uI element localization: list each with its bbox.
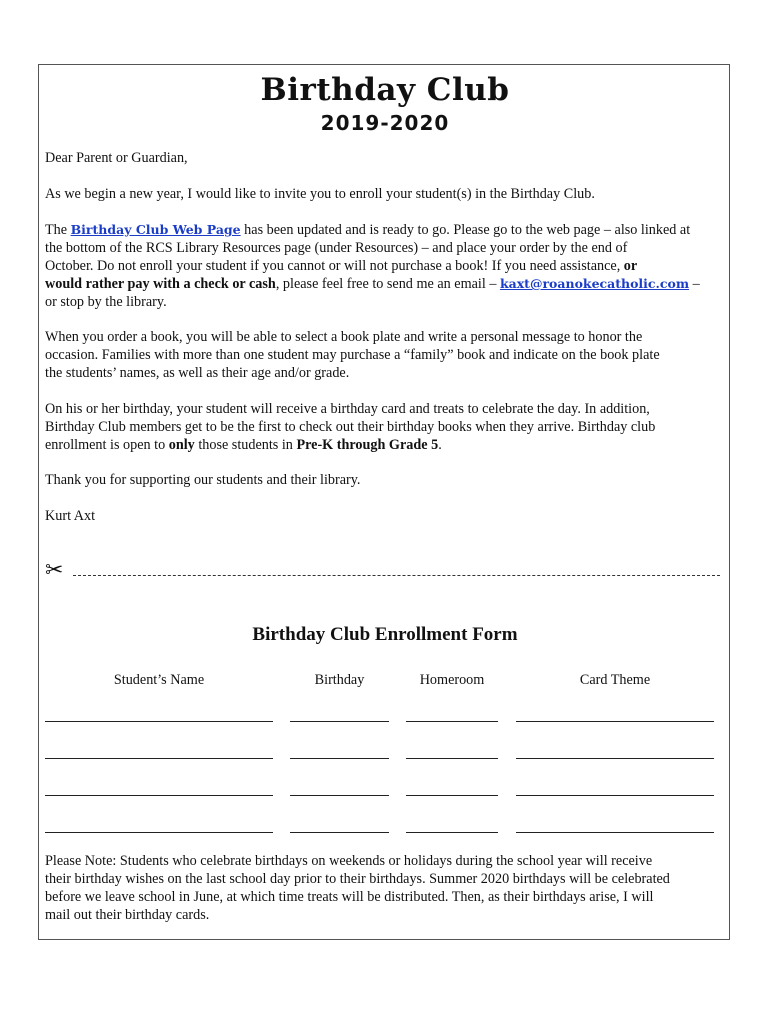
paragraph-line: mail out their birthday cards. — [45, 907, 210, 923]
card-theme-blank[interactable] — [516, 721, 714, 722]
paragraph-line: Birthday Club members get to be the first to check out their birthday books when they arrive. Birthday club — [45, 419, 656, 435]
text-run: . — [438, 437, 442, 453]
order-paragraph — [45, 328, 725, 382]
school-year: 2019-2020 — [320, 111, 450, 135]
paragraph-line: On his or her birthday, your student will receive a birthday card and treats to celebrate the day. In addition, — [45, 401, 650, 417]
bold-text: only — [168, 437, 195, 453]
homeroom-blank[interactable] — [406, 721, 498, 722]
paragraph-line: the bottom of the RCS Library Resources page (under Resources) – and place your order by the end of — [45, 240, 628, 256]
homeroom-blank[interactable] — [406, 795, 498, 796]
salutation: Dear Parent or Guardian, — [45, 150, 188, 166]
bold-text: Pre-K through Grade 5 — [296, 437, 439, 453]
paragraph-line — [45, 436, 725, 454]
bold-text: would rather pay with a check or cash — [45, 276, 276, 292]
birthday-blank[interactable] — [290, 758, 389, 759]
text-run: has been updated and is ready to go. Please go to the web page – also linked at — [240, 222, 691, 238]
thanks-line: Thank you for supporting our students and their library. — [45, 472, 361, 488]
web-page-paragraph — [45, 221, 725, 311]
paragraph-line: or stop by the library. — [45, 294, 167, 310]
student-name-blank[interactable] — [45, 832, 273, 833]
card-theme-blank[interactable] — [516, 832, 714, 833]
text-run: October. Do not enroll your student if you cannot or will not purchase a book! If you need assistance, — [45, 258, 624, 274]
student-name-blank[interactable] — [45, 795, 273, 796]
scissors-icon: ✂ — [45, 558, 64, 583]
note-paragraph — [45, 852, 725, 924]
paragraph-line: occasion. Families with more than one student may purchase a “family” book and indicate on the book plate — [45, 347, 660, 363]
column-header-homeroom: Homeroom — [419, 672, 485, 688]
dashed-divider — [73, 575, 720, 576]
paragraph-line — [45, 275, 725, 293]
homeroom-blank[interactable] — [406, 832, 498, 833]
paragraph-line — [45, 221, 725, 239]
text-run: The — [45, 222, 71, 238]
paragraph-line: When you order a book, you will be able to select a book plate and write a personal message to honor the — [45, 329, 643, 345]
card-theme-blank[interactable] — [516, 795, 714, 796]
column-header-card-theme: Card Theme — [579, 672, 651, 688]
card-theme-blank[interactable] — [516, 758, 714, 759]
birthday-blank[interactable] — [290, 832, 389, 833]
student-name-blank[interactable] — [45, 721, 273, 722]
cut-line — [45, 560, 720, 584]
paragraph-line: their birthday wishes on the last school day prior to their birthdays. Summer 2020 birthdays will be celebrated — [45, 871, 670, 887]
text-run: those students in — [194, 437, 297, 453]
birthday-blank[interactable] — [290, 795, 389, 796]
form-title: Birthday Club Enrollment Form — [252, 624, 518, 645]
paragraph-line: before we leave school in June, at which time treats will be distributed. Then, as their birthdays arise, I will — [45, 889, 654, 905]
web-page-link[interactable]: Birthday Club Web Page — [70, 222, 241, 237]
homeroom-blank[interactable] — [406, 758, 498, 759]
signature: Kurt Axt — [45, 508, 96, 524]
intro-paragraph: As we begin a new year, I would like to invite you to enroll your student(s) in the Birthday Club. — [45, 186, 595, 202]
text-run: – — [689, 276, 700, 292]
text-run: enrollment is open to — [45, 437, 169, 453]
birthday-blank[interactable] — [290, 721, 389, 722]
paragraph-line — [45, 257, 725, 275]
page-title: Birthday Club — [260, 72, 510, 108]
paragraph-line: the students’ names, as well as their age and/or grade. — [45, 365, 350, 381]
column-header-student-name: Student’s Name — [113, 672, 205, 688]
email-link[interactable]: kaxt@roanokecatholic.com — [499, 276, 690, 291]
text-run: , please feel free to send me an email – — [275, 276, 500, 292]
bold-text: or — [623, 258, 638, 274]
column-header-birthday: Birthday — [314, 672, 365, 688]
paragraph-line: Please Note: Students who celebrate birthdays on weekends or holidays during the school year will receive — [45, 853, 653, 869]
birthday-paragraph — [45, 400, 725, 454]
student-name-blank[interactable] — [45, 758, 273, 759]
